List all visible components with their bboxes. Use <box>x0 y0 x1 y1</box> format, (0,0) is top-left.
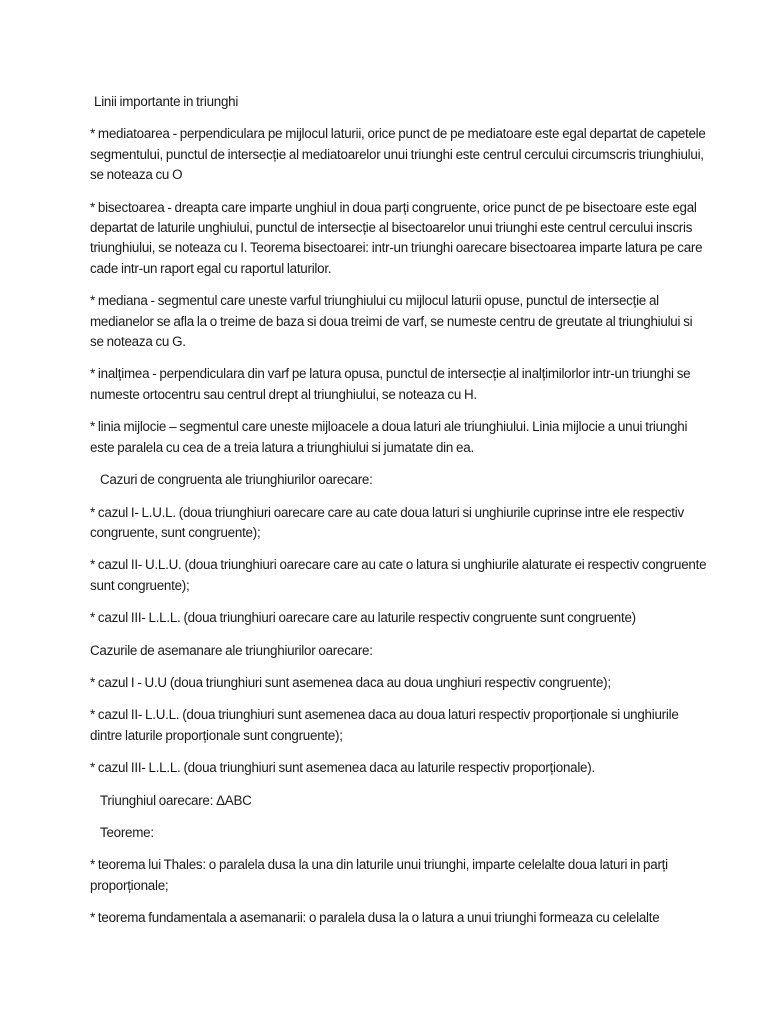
congruence-item-ulu: * cazul II- U.L.U. (doua triunghiuri oarecare care au cate o latura si unghiurile alaturate ei respectiv congruente sunt congruente); <box>90 557 707 593</box>
triangle-heading: Triunghiul oarecare: ΔABC <box>100 792 252 808</box>
congruence-heading: Cazuri de congruenta ale triunghiurilor oarecare: <box>100 472 373 488</box>
similarity-item-lll: * cazul III- L.L.L. (doua triunghiuri sunt asemenea daca au laturile respectiv proporționale). <box>90 760 595 776</box>
congruence-item-lll: * cazul III- L.L.L. (doua triunghiuri oarecare care au laturile respectiv congruente sunt congruente) <box>90 610 636 626</box>
paragraph-inaltimea: * inalțimea - perpendiculara din varf pe latura opusa, punctul de intersecție al inalțimilorlor intr-un triunghi se numeste ortocentru sau centrul drept al triunghiului, se noteaza cu H. <box>90 366 691 402</box>
document-title: Linii importante in triunghi <box>94 94 239 109</box>
congruence-item-lul: * cazul I- L.U.L. (doua triunghiuri oarecare care au cate doua laturi si unghiurile cuprinse intre ele respectiv congruente, sunt congruente); <box>90 504 684 540</box>
paragraph-mediana: * mediana - segmentul care uneste varful triunghiului cu mijlocul laturii opuse, punctul de intersecție al medianelor se afla la o treime de baza si doua treimi de varf, se numeste centru de greutate al triunghiului si se noteaza cu G. <box>90 293 693 350</box>
theorem-item-thales: * teorema lui Thales: o paralela dusa la una din laturile unui triunghi, imparte celelalte doua laturi in parți proporționale; <box>90 857 668 893</box>
similarity-item-lul: * cazul II- L.U.L. (doua triunghiuri sunt asemenea daca au doua laturi respectiv proporționale si unghiurile dintre laturile proporționale sunt congruente); <box>90 707 679 743</box>
theorem-item-fundamentala: * teorema fundamentala a asemanarii: o paralela dusa la o latura a unui triunghi formeaza cu celelalte <box>90 910 660 926</box>
paragraph-bisectoarea: * bisectoarea - dreapta care imparte unghiul in doua parți congruente, orice punct de pe bisectoare este egal departat de laturile unghiului, punctul de intersecție al bisectoarelor unui triunghi este centrul cercului inscris triunghiului, se noteaza cu I. Teorema bisectoarei: intr-un triunghi oarecare bisectoarea imparte latura pe care cade intr-un raport egal cu raportul laturilor. <box>90 199 703 276</box>
similarity-heading: Cazurile de asemanare ale triunghiurilor oarecare: <box>90 642 373 658</box>
paragraph-linia-mijlocie: * linia mijlocie – segmentul care uneste mijloacele a doua laturi ale triunghiului. Linia mijlocie a unui triunghi este paralela cu cea de a treia latura a triunghiului si jumatate din ea. <box>90 419 688 455</box>
paragraph-mediatoarea: * mediatoarea - perpendiculara pe mijlocul laturii, orice punct de pe mediatoare este egal departat de capetele segmentului, punctul de intersecție al mediatoarelor unui triunghi este centrul cercului circumscris triunghiului, se noteaza cu O <box>90 126 706 183</box>
similarity-item-uu: * cazul I - U.U (doua triunghiuri sunt asemenea daca au doua unghiuri respectiv congruente); <box>90 674 611 690</box>
theorems-heading: Teoreme: <box>100 824 154 840</box>
